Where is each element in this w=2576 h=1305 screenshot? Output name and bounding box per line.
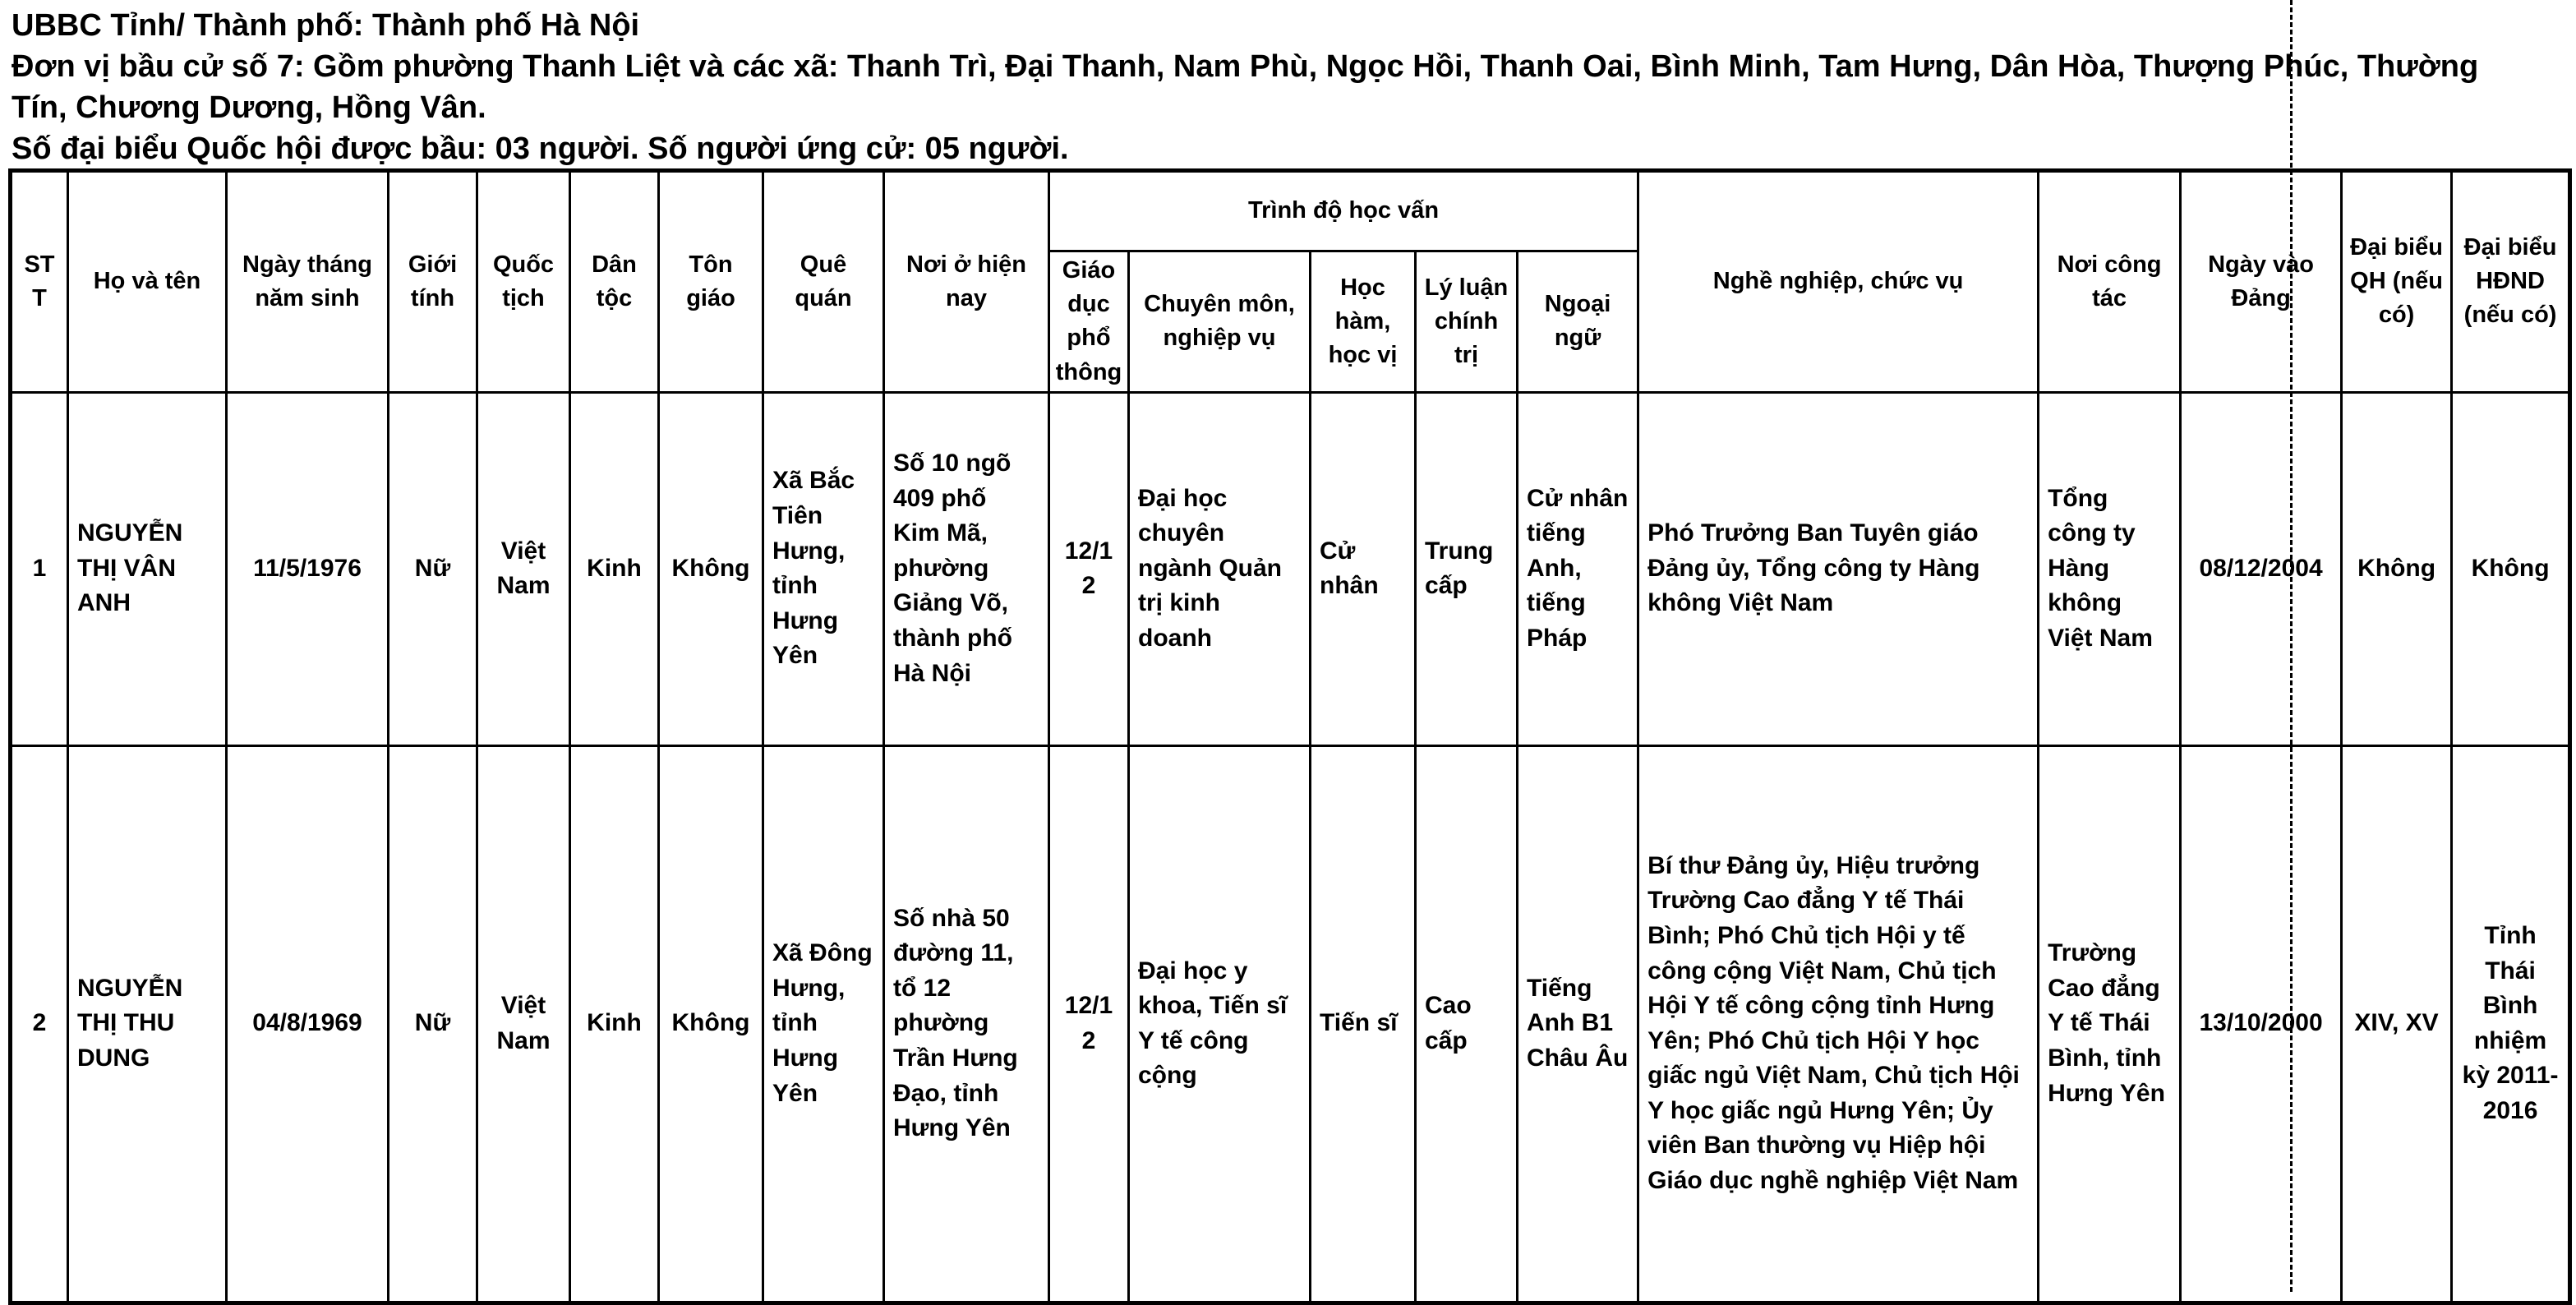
cell-language: Cử nhân tiếng Anh, tiếng Pháp (1518, 392, 1638, 745)
col-header-chuyen-mon: Chuyên môn, nghiệp vụ (1129, 251, 1311, 393)
col-group-trinh-do-hoc-van: Trình độ học vấn (1049, 171, 1638, 251)
header-line-so-dai-bieu: Số đại biểu Quốc hội được bầu: 03 người. Số người ứng cử: 05 người. (12, 131, 1069, 166)
header-line-ubbc: UBBC Tỉnh/ Thành phố: Thành phố Hà Nội (12, 8, 640, 43)
cell-politics: Cao cấp (1416, 745, 1518, 1303)
cell-ethnicity: Kinh (570, 745, 659, 1303)
col-header-giao-duc-pho-thong: Giáo dục phổ thông (1049, 251, 1129, 393)
cell-party-date: 08/12/2004 (2181, 392, 2342, 745)
col-header-ho-va-ten: Họ và tên (68, 171, 227, 393)
col-header-dai-bieu-qh: Đại biểu QH (nếu có) (2342, 171, 2452, 393)
cell-stt: 1 (11, 392, 68, 745)
col-header-ngay-vao-dang: Ngày vào Đảng (2181, 171, 2342, 393)
cell-residence: Số 10 ngõ 409 phố Kim Mã, phường Giảng Võ, thành phố Hà Nội (884, 392, 1049, 745)
cell-gender: Nữ (389, 392, 477, 745)
cell-stt: 2 (11, 745, 68, 1303)
cell-religion: Không (659, 392, 763, 745)
table-row (11, 392, 2570, 745)
col-header-quoc-tich: Quốc tịch (477, 171, 570, 393)
col-header-stt: STT (11, 171, 68, 393)
col-header-ngay-sinh: Ngày tháng năm sinh (227, 171, 389, 393)
cell-religion: Không (659, 745, 763, 1303)
cell-name: NGUYỄN THỊ THU DUNG (68, 745, 227, 1303)
cell-ethnicity: Kinh (570, 392, 659, 745)
col-header-ton-giao: Tôn giáo (659, 171, 763, 393)
cell-degree: Cử nhân (1311, 392, 1416, 745)
col-header-gioi-tinh: Giới tính (389, 171, 477, 393)
cell-politics: Trung cấp (1416, 392, 1518, 745)
col-header-noi-cong-tac: Nơi công tác (2039, 171, 2181, 393)
header-line-don-vi-bau-cu: Đơn vị bầu cử số 7: Gồm phường Thanh Liệt và các xã: Thanh Trì, Đại Thanh, Nam Phù, Ngọc Hồi, Thanh Oai, Bình Minh, Tam Hưng, Dân Hòa, Thượng Phúc, Thường Tín, Chương Dương, Hồng Vân. (12, 49, 2479, 125)
col-header-dai-bieu-hdnd: Đại biểu HĐND (nếu có) (2452, 171, 2570, 393)
cell-council-deputy: Không (2452, 392, 2570, 745)
cell-workplace: Tổng công ty Hàng không Việt Nam (2039, 392, 2181, 745)
cell-residence: Số nhà 50 đường 11, tổ 12 phường Trần Hưng Đạo, tỉnh Hưng Yên (884, 745, 1049, 1303)
col-header-nghe-nghiep: Nghề nghiệp, chức vụ (1638, 171, 2039, 393)
col-header-noi-o: Nơi ở hiện nay (884, 171, 1049, 393)
col-header-ly-luan: Lý luận chính trị (1416, 251, 1518, 393)
candidate-table (8, 168, 2572, 1305)
col-header-ngoai-ngu: Ngoại ngữ (1518, 251, 1638, 393)
cell-gender: Nữ (389, 745, 477, 1303)
cell-nationality: Việt Nam (477, 392, 570, 745)
cell-hometown: Xã Bắc Tiên Hưng, tỉnh Hưng Yên (763, 392, 884, 745)
cell-nationality: Việt Nam (477, 745, 570, 1303)
cell-dob: 04/8/1969 (227, 745, 389, 1303)
cell-education: 12/12 (1049, 392, 1129, 745)
cell-occupation: Bí thư Đảng ủy, Hiệu trưởng Trường Cao đẳng Y tế Thái Bình; Phó Chủ tịch Hội y tế công cộng Việt Nam, Chủ tịch Hội Y tế công cộng tỉnh Hưng Yên; Phó Chủ tịch Hội Y học giấc ngủ Việt Nam, Chủ tịch Hội Y học giấc ngủ Hưng Yên; Ủy viên Ban thường vụ Hiệp hội Giáo dục nghề nghiệp Việt Nam (1638, 745, 2039, 1303)
cell-na-deputy: Không (2342, 392, 2452, 745)
header-row-top (11, 171, 2570, 251)
cell-qualification: Đại học y khoa, Tiến sĩ Y tế công cộng (1129, 745, 1311, 1303)
cell-name: NGUYỄN THỊ VÂN ANH (68, 392, 227, 745)
cell-workplace: Trường Cao đẳng Y tế Thái Bình, tỉnh Hưng Yên (2039, 745, 2181, 1303)
cell-council-deputy: Tỉnh Thái Bình nhiệm kỳ 2011-2016 (2452, 745, 2570, 1303)
document-header (12, 5, 2534, 169)
cell-hometown: Xã Đông Hưng, tỉnh Hưng Yên (763, 745, 884, 1303)
cell-dob: 11/5/1976 (227, 392, 389, 745)
cell-occupation: Phó Trưởng Ban Tuyên giáo Đảng ủy, Tổng công ty Hàng không Việt Nam (1638, 392, 2039, 745)
table-row (11, 745, 2570, 1303)
cell-na-deputy: XIV, XV (2342, 745, 2452, 1303)
cell-education: 12/12 (1049, 745, 1129, 1303)
cell-party-date: 13/10/2000 (2181, 745, 2342, 1303)
col-header-dan-toc: Dân tộc (570, 171, 659, 393)
cell-degree: Tiến sĩ (1311, 745, 1416, 1303)
cell-language: Tiếng Anh B1 Châu Âu (1518, 745, 1638, 1303)
col-header-hoc-ham: Học hàm, học vị (1311, 251, 1416, 393)
col-header-que-quan: Quê quán (763, 171, 884, 393)
cell-qualification: Đại học chuyên ngành Quản trị kinh doanh (1129, 392, 1311, 745)
